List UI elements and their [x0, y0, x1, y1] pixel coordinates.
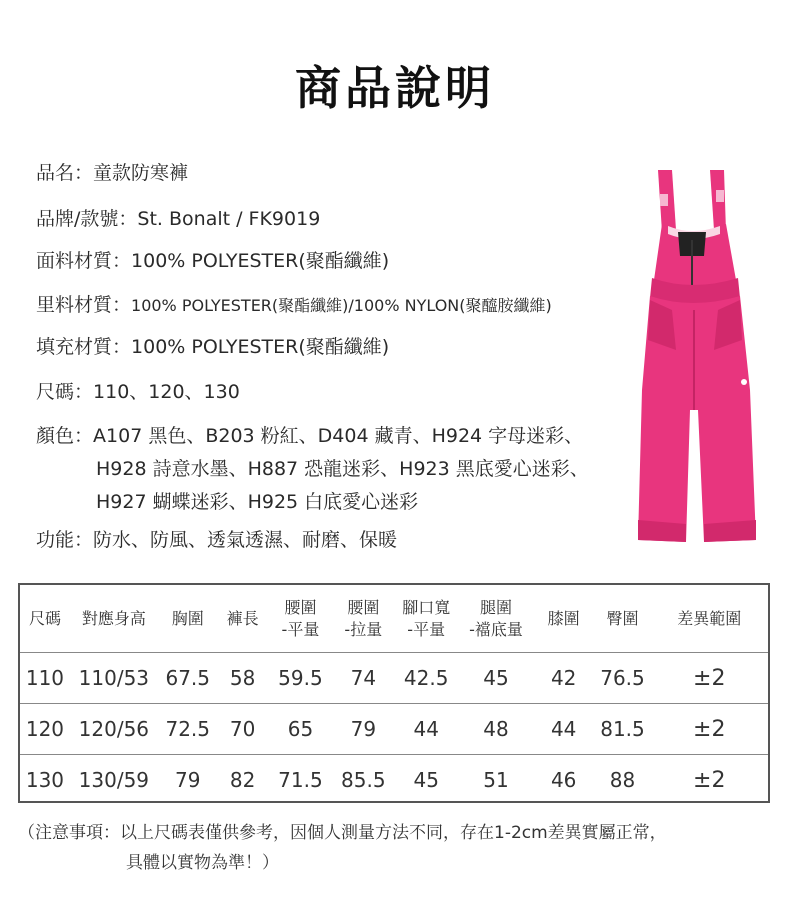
snow-pants-image [632, 160, 764, 550]
table-header-cell: 對應身高 [70, 585, 158, 653]
table-cell: 45 [459, 653, 533, 704]
table-row [20, 704, 768, 755]
table-cell: 110/53 [70, 653, 158, 704]
table-cell: 81.5 [595, 704, 651, 755]
spec-filling: 填充材質：100% POLYESTER(聚酯纖維) [36, 336, 390, 358]
table-cell: 79 [333, 704, 393, 755]
table-cell: 79 [175, 768, 201, 792]
size-table [18, 583, 770, 803]
spec-colors [36, 420, 589, 519]
table-header-cell: 臀圍 [595, 585, 651, 653]
page-title: 商品說明 [295, 61, 495, 115]
table-cell: 59.5 [268, 653, 334, 704]
table-cell: 76.5 [595, 653, 651, 704]
table-cell: 88 [609, 768, 636, 792]
spec-fabric: 面料材質：100% POLYESTER(聚酯纖維) [36, 250, 390, 272]
table-cell: ±2 [650, 653, 768, 704]
spec-brand: 品牌/款號：St. Bonalt / FK9019 [36, 208, 321, 230]
table-header-cell: 腳口寬 -平量 [393, 585, 459, 653]
table-cell: 110 [20, 653, 70, 704]
table-cell: 42.5 [393, 653, 459, 704]
table-body [20, 653, 768, 806]
table-cell: 120 [20, 704, 70, 755]
table-cell: 130 [25, 768, 65, 792]
table-header-cell: 尺碼 [20, 585, 70, 653]
table-header-cell: 腰圍 -平量 [268, 585, 334, 653]
table-cell: 70 [218, 704, 268, 755]
table-row [20, 755, 768, 806]
table-header-row [20, 585, 768, 653]
table-row [20, 653, 768, 704]
spec-name: 品名：童款防寒褲 [36, 162, 189, 184]
colors-line-3: H927 蝴蝶迷彩、H925 白底愛心迷彩 [96, 491, 419, 513]
table-cell: 42 [533, 653, 595, 704]
size-note: （注意事項：以上尺碼表僅供參考，因個人測量方法不同，存在1-2cm差異實屬正常， 具體以實物為準！） [18, 823, 667, 873]
spec-size: 尺碼：110、120、130 [36, 381, 240, 403]
table-header-cell: 差異範圍 [650, 585, 768, 653]
table-cell: 67.5 [158, 653, 218, 704]
table-header-cell: 褲長 [218, 585, 268, 653]
table-header-cell: 膝圍 [533, 585, 595, 653]
table-cell: 71.5 [278, 768, 323, 792]
table-cell: 72.5 [158, 704, 218, 755]
table-cell: 48 [459, 704, 533, 755]
colors-line-1: 顏色：A107 黑色、B203 粉紅、D404 藏青、H924 字母迷彩、 [36, 425, 584, 447]
table-cell: ±2 [650, 704, 768, 755]
table-cell: 82 [229, 768, 256, 792]
table-cell: 44 [533, 704, 595, 755]
table-cell: 65 [268, 704, 334, 755]
table-cell: 85.5 [341, 768, 386, 792]
table-header-cell: 胸圍 [158, 585, 218, 653]
table-cell: 46 [550, 768, 577, 792]
table-cell: 51 [483, 768, 509, 792]
table-cell: ±2 [693, 767, 726, 793]
table-cell: 58 [218, 653, 268, 704]
table-header-cell: 腿圍 -襠底量 [459, 585, 533, 653]
table-cell: 44 [393, 704, 459, 755]
colors-line-2: H928 詩意水墨、H887 恐龍迷彩、H923 黑底愛心迷彩、 [96, 458, 589, 480]
spec-function: 功能：防水、防風、透氣透濕、耐磨、保暖 [36, 529, 398, 551]
table-cell: 130/59 [78, 768, 150, 792]
table-cell: 74 [333, 653, 393, 704]
table-cell: 120/56 [70, 704, 158, 755]
table-cell: 45 [413, 768, 439, 792]
table-header-cell: 腰圍 -拉量 [333, 585, 393, 653]
spec-lining: 里料材質：100% POLYESTER(聚酯纖維)/100% NYLON(聚醯胺纖維) [36, 294, 552, 316]
